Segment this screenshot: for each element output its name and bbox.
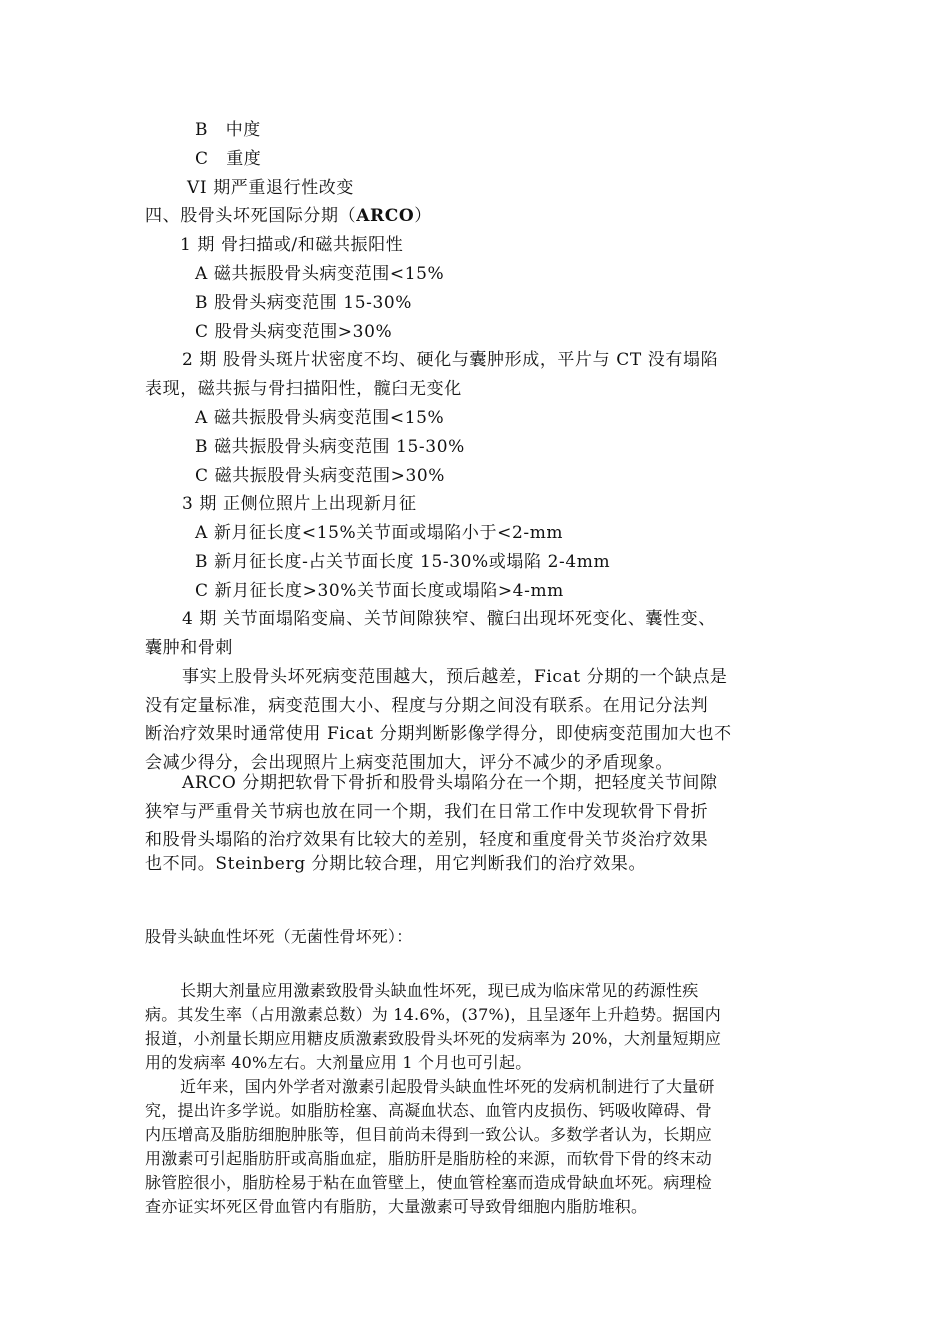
- arco-heading-prefix: 四、股骨头坏死国际分期（: [145, 206, 357, 226]
- stage3-title: 3 期 正侧位照片上出现新月征: [182, 494, 417, 514]
- para2-line4: 也不同。Steinberg 分期比较合理，用它判断我们的治疗效果。: [145, 854, 647, 874]
- arco-heading-bold: ARCO: [356, 206, 415, 226]
- stage1-title: 1 期 骨扫描或/和磁共振阳性: [180, 235, 404, 255]
- stage1-item-c: C 股骨头病变范围>30%: [195, 322, 393, 342]
- para2-line1: ARCO 分期把软骨下骨折和股骨头塌陷分在一个期，把轻度关节间隙: [182, 773, 718, 793]
- stage4-title-line1: 4 期 关节面塌陷变扁、关节间隙狭窄、髋臼出现坏死变化、囊性变、: [182, 609, 716, 629]
- stage2-item-b: B 磁共振股骨头病变范围 15-30%: [195, 437, 465, 457]
- para3-line4: 用的发病率 40%左右。大剂量应用 1 个月也可引起。: [145, 1053, 532, 1072]
- para4-line3: 内压增高及脂肪细胞肿胀等，但目前尚未得到一致公认。多数学者认为，长期应: [145, 1125, 713, 1144]
- para1-line4: 会减少得分，会出现照片上病变范围加大，评分不减少的矛盾现象。: [145, 753, 673, 773]
- stage2-title-line2: 表现，磁共振与骨扫描阳性，髋臼无变化: [145, 379, 462, 399]
- para4-line5: 脉管腔很小，脂肪栓易于粘在血管壁上，使血管栓塞而造成骨缺血坏死。病理检: [145, 1173, 713, 1192]
- para2-line3: 和股骨头塌陷的治疗效果有比较大的差别，轻度和重度骨关节炎治疗效果: [145, 830, 709, 850]
- para3-line1: 长期大剂量应用激素致股骨头缺血性坏死，现已成为临床常见的药源性疾: [180, 981, 699, 1000]
- para1-line2: 没有定量标准，病变范围大小、程度与分期之间没有联系。在用记分法判: [145, 696, 709, 716]
- stage-vi-line: VI 期严重退行性改变: [187, 178, 354, 198]
- stage3-item-b: B 新月征长度-占关节面长度 15-30%或塌陷 2-4mm: [195, 552, 611, 572]
- para4-line2: 究，提出许多学说。如脂肪栓塞、高凝血状态、血管内皮损伤、钙吸收障碍、骨: [145, 1101, 713, 1120]
- para3-line2: 病。其发生率（占用激素总数）为 14.6%，(37%)，且呈逐年上升趋势。据国内: [145, 1005, 721, 1024]
- heading-avascular-necrosis: 股骨头缺血性坏死（无菌性骨坏死）：: [145, 927, 413, 946]
- stage2-item-a: A 磁共振股骨头病变范围<15%: [195, 408, 445, 428]
- para4-line6: 查亦证实坏死区骨血管内有脂肪，大量激素可导致骨细胞内脂肪堆积。: [145, 1197, 648, 1216]
- grade-b-line: B 中度: [195, 120, 261, 140]
- stage2-title-line1: 2 期 股骨头斑片状密度不均、硬化与囊肿形成，平片与 CT 没有塌陷: [182, 350, 719, 370]
- para1-line1: 事实上股骨头坏死病变范围越大，预后越差，Ficat 分期的一个缺点是: [182, 667, 728, 687]
- stage4-title-line2: 囊肿和骨刺: [145, 638, 233, 658]
- arco-heading-suffix: ）: [414, 206, 432, 226]
- para3-line3: 报道，小剂量长期应用糖皮质激素致股骨头坏死的发病率为 20%，大剂量短期应: [145, 1029, 722, 1048]
- para4-line1: 近年来，国内外学者对激素引起股骨头缺血性坏死的发病机制进行了大量研: [180, 1077, 715, 1096]
- para1-line3: 断治疗效果时通常使用 Ficat 分期判断影像学得分，即使病变范围加大也不: [145, 724, 732, 744]
- stage1-item-b: B 股骨头病变范围 15-30%: [195, 293, 413, 313]
- stage1-item-a: A 磁共振股骨头病变范围<15%: [195, 264, 445, 284]
- para2-line2: 狭窄与严重骨关节病也放在同一个期，我们在日常工作中发现软骨下骨折: [145, 802, 709, 822]
- stage2-item-c: C 磁共振股骨头病变范围>30%: [195, 466, 446, 486]
- arco-heading: [145, 205, 432, 227]
- para4-line4: 用激素可引起脂肪肝或高脂血症，脂肪肝是脂肪栓的来源，而软骨下骨的终末动: [145, 1149, 713, 1168]
- grade-c-line: C 重度: [195, 149, 262, 169]
- stage3-item-c: C 新月征长度>30%关节面长度或塌陷>4-mm: [195, 581, 564, 601]
- stage3-item-a: A 新月征长度<15%关节面或塌陷小于<2-mm: [195, 523, 564, 543]
